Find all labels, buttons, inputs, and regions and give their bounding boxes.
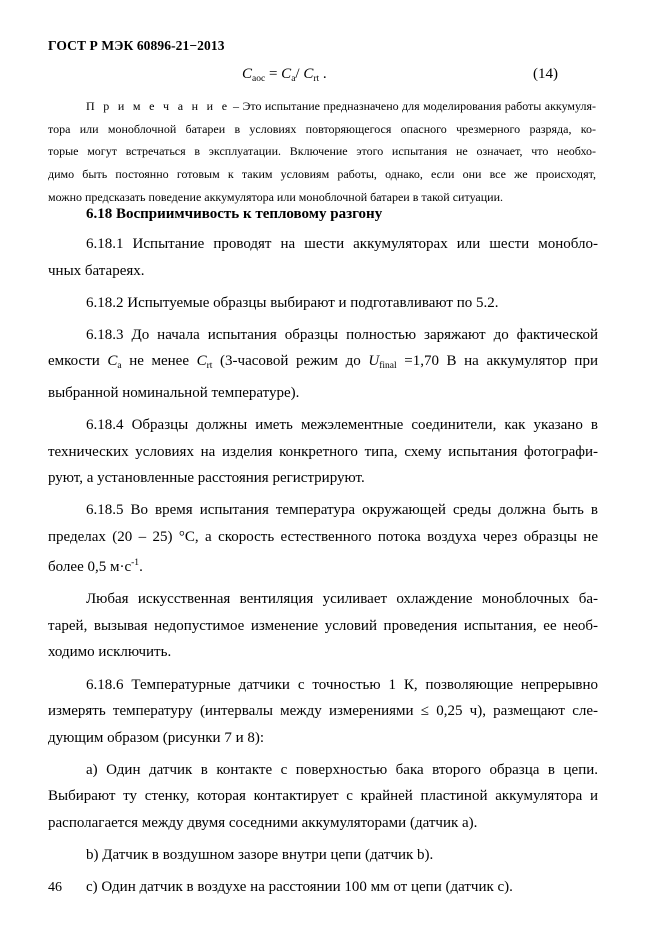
paragraph-6-18-3: 6.18.3 До начала испытания образцы полностью заряжают до фактической емкости $C_a$ не менее $C_{rt}$ (3-часовой режим до $U_{final} =1,70$ В на аккумулятор при выбранной номинальной температуре). bbox=[48, 326, 598, 401]
formula-subscript: a bbox=[291, 74, 296, 84]
note-label: П р и м е ч а н и е bbox=[86, 99, 230, 113]
note-line: можно предсказать поведение аккумулятора или моноблочной батареи в такой ситуации. bbox=[48, 189, 503, 204]
paragraph-6-18-1: 6.18.1 Испытание проводят на шести аккумуляторах или шести монобло- чных батареях. bbox=[48, 236, 598, 279]
formula-symbol-c: C bbox=[242, 66, 253, 82]
body-text bbox=[48, 231, 598, 906]
formula-14 bbox=[242, 66, 327, 84]
note-line: П р и м е ч а н и е – Это испытание предназначено для моделирования работы аккумуля- bbox=[86, 99, 596, 113]
equation-number: (14) bbox=[533, 66, 558, 82]
formula-subscript: rt bbox=[313, 74, 320, 84]
section-heading: 6.18 Восприимчивость к тепловому разгону bbox=[86, 206, 383, 222]
formula-symbol-c: C bbox=[281, 66, 292, 82]
page-number: 46 bbox=[48, 880, 62, 895]
paragraph-ventilation: Любая искусственная вентиляция усиливает охлаждение моноблочных ба- тарей, вызывая недопустимое изменение условий проведения испытания, ее необ- ходимо исключить. bbox=[48, 591, 598, 661]
note-line: тора или моноблочной батареи в условиях повторяющегося опасного чрезмерного разряда, ко- bbox=[48, 121, 596, 136]
note-block bbox=[48, 95, 596, 209]
paragraph-6-18-4: 6.18.4 Образцы должны иметь межэлементные соединители, как указано в технических условиях на изделия конкретного типа, схему испытания фотографи- руют, а установленные расстояния регистрируют. bbox=[48, 417, 598, 487]
paragraph-6-18-5: 6.18.5 Во время испытания температура окружающей среды должна быть в пределах (20 – 25) °С, а скорость естественного потока воздуха через образцы не более 0,5 $м\cdot с^{-1}$. bbox=[48, 502, 598, 576]
formula-operator: . bbox=[319, 66, 327, 82]
note-line: торые могут встречаться в эксплуатации. Включение этого испытания не означает, что необхо- bbox=[48, 144, 596, 159]
list-item-c: c) Один датчик в воздухе на расстоянии 100 мм от цепи (датчик с). bbox=[86, 879, 513, 896]
formula-operator: / bbox=[295, 66, 304, 82]
paragraph-6-18-6: 6.18.6 Температурные датчики с точностью 1 К, позволяющие непрерывно измерять температуру (интервалы между измерениями ≤ 0,25 ч), размещают сле- дующим образом (рисунки 7 и 8): bbox=[48, 676, 598, 746]
formula-subscript: aoc bbox=[252, 74, 266, 84]
formula-symbol-c: C bbox=[303, 66, 314, 82]
list-item-b: b) Датчик в воздушном зазоре внутри цепи (датчик b). bbox=[86, 847, 434, 863]
paragraph-6-18-2: 6.18.2 Испытуемые образцы выбирают и подготавливают по 5.2. bbox=[86, 294, 499, 311]
list-item-a: а) Один датчик в контакте с поверхностью бака второго образца в цепи. Выбирают ту стенку, которая контактирует с крайней пластиной аккумулятора и располагается между двумя соседними аккумуляторами (датчик а). bbox=[48, 761, 598, 831]
document-header: ГОСТ Р МЭК 60896-21−2013 bbox=[48, 38, 225, 53]
formula-operator: = bbox=[265, 66, 282, 82]
note-line: димо быть постоянно готовым к таким условиям работы, однако, если они все же происходят, bbox=[48, 167, 596, 182]
